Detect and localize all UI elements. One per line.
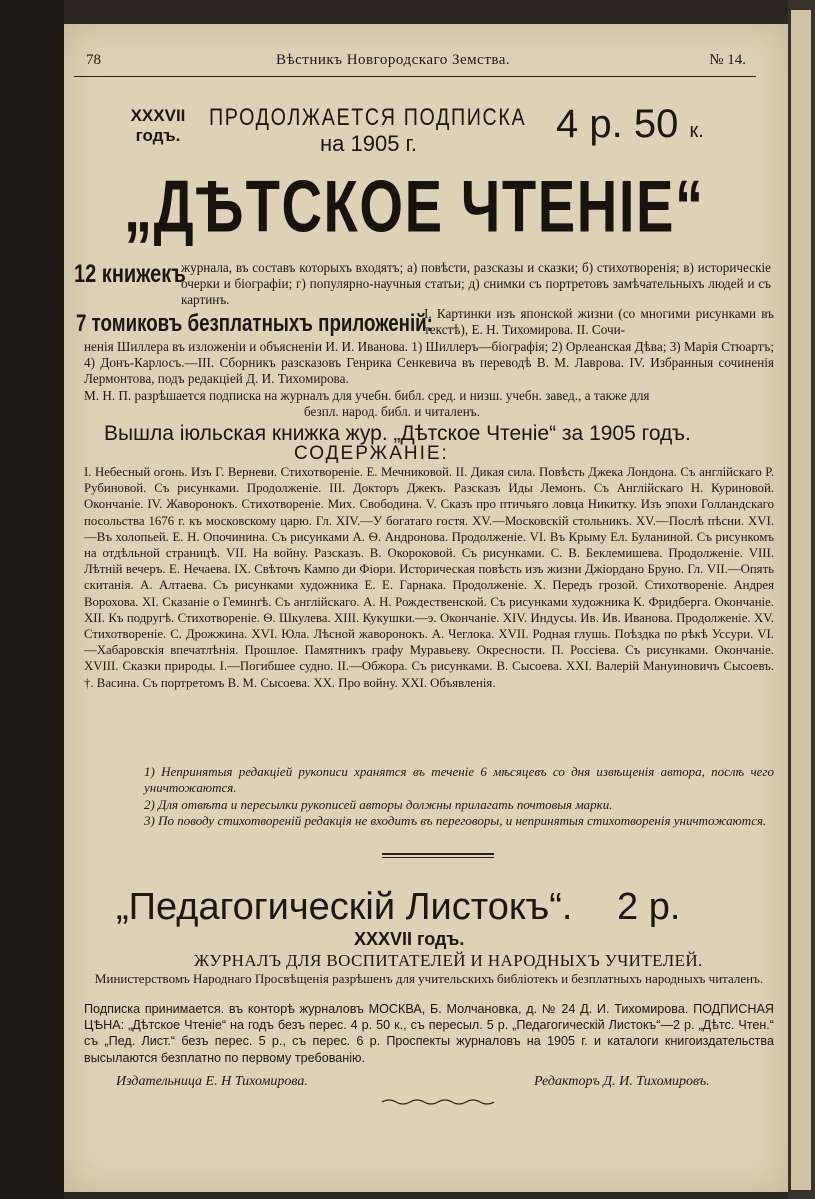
volumes-label: 7 томиковъ безплатныхъ приложеній: — [76, 310, 433, 337]
ad1-price-suffix: к. — [689, 120, 704, 142]
scan-left-margin — [0, 0, 64, 1199]
ad1-price-main: 4 р. 50 — [556, 102, 679, 146]
ad2-year: XXXVII годъ. — [354, 929, 465, 949]
scan-right-edge — [788, 0, 815, 1199]
volumes-description: I. Картинки изъ японской жизни (со многими рисунками въ текстѣ), Е. Н. Тихомирова. II. Сочи- — [424, 306, 774, 338]
ad2-subscription: Подписка принимается. въ конторѣ журналовъ МОСКВА, Б. Молчановка, д. № 24 Д. И. Тихомирова. ПОДПИСНАЯ ЦѢНА: „Дѣтское Чтеніе“ на годъ безъ перес. 4 р. 50 к., съ пересыл. 5 р. „Педагогическій Листокъ“—2 р. „Дѣтс. Чтен.“ съ „Пед. Лист.“ безъ перес. 5 р., съ перес. 6 р. Проспекты журналовъ на 1905 г. и каталоги книгоиздательства высылаются безплатно по первому требованію. — [84, 1002, 774, 1065]
next-page-edge — [791, 10, 811, 1190]
running-header — [76, 52, 776, 74]
document-page — [64, 24, 788, 1192]
publisher-signature: Издательница Е. Н Тихомирова. — [116, 1074, 308, 1089]
editor-signature: Редакторъ Д. И. Тихомировъ. — [534, 1074, 710, 1089]
volumes-continuation: ненія Шиллера въ изложеніи и объясненіи И. И. Иванова. 1) Шиллеръ—біографія; 2) Орлеанская Дѣва; 3) Марія Стюартъ; 4) Донъ-Карлосъ.—III. Сборникъ разсказовъ Генрика Сенкевича въ переводѣ В. М. Лаврова. IV. Избранныя сочиненія Лермонтова, подъ редакціей Д. И. Тихомирова. — [84, 339, 774, 387]
ad1-subscription: ПРОДОЛЖАЕТСЯ ПОДПИСКА — [209, 104, 527, 131]
books-label: 12 книжекъ — [74, 260, 186, 288]
ad1-price — [556, 102, 704, 147]
ad2-title: „Педагогическій Листокъ“. — [116, 886, 573, 928]
ad2-price: 2 р. — [617, 886, 681, 928]
ad1-title: „ДѢТСКОЕ ЧТЕНІЕ“ — [124, 166, 705, 248]
note-3: 3) По поводу стихотвореній редакція не входитъ въ переговоры, и непринятыя стихотворенія уничтожаются. — [144, 813, 767, 829]
ad1-for-year: на 1905 г. — [320, 131, 418, 156]
ornamental-wave — [382, 1098, 494, 1106]
issue-number: № 14. — [709, 52, 746, 68]
page-number: 78 — [86, 52, 101, 68]
ad2-ministry: Министерствомъ Народнаго Просвѣщенія разрѣшенъ для учительскихъ библіотекъ и безплатныхъ народныхъ читаленъ. — [94, 971, 764, 986]
contents-heading: СОДЕРЖАНІЕ: — [294, 443, 449, 464]
books-description: журнала, въ составъ которыхъ входятъ; а) повѣсти, разсказы и сказки; б) стихотворенія; в) историческіе очерки и біографіи; г) популярно-научныя статьи; д) снимки съ портретовъ замѣчательныхъ людей и съ картинъ. — [181, 260, 771, 308]
header-rule — [74, 76, 756, 77]
contents-body: I. Небесный огонь. Изъ Г. Верневи. Стихотвореніе. Е. Мечниковой. II. Дикая сила. Повѣсть Джека Лондона. Съ англійскаго Р. Рубиновой. Съ рисунками. Продолженіе. III. Докторъ Джекъ. Разсказъ Иды Лемонъ. Съ Англійскаго Н. Куриновой. Окончаніе. IV. Жаворонокъ. Стихотвореніе. Мих. Свободина. V. Сказъ про птичьяго ловца Никитку. Изъ эпохи Голландскаго посольства 1676 г. къ московскому царю. Гл. XIV.—У богатаго гостя. XV.—Московскій стольникъ. XV.—Послѣ пѣсни. XVI.—Въ холопьей. Е. Н. Опочинина. Съ рисунками А. Ѳ. Андронова. Продолженіе. VI. Въ Крыму Ел. Буланиной. Съ рисункомъ на отдѣльной страницѣ. VII. На войну. Разсказъ. В. Окороковой. Съ рисунками. С. В. Беклемишева. Продолженіе. VIII. Лѣтній вечеръ. Е. Нечаева. IX. Свѣточъ Кампо ди Фіори. Историческая повѣсть изъ жизни Джіордано Бруно. Гл. VII.—Опять скитанія. А. Алтаева. Съ рисунками художника Е. Е. Гарнака. Продолженіе. X. Передъ грозой. Стихотвореніе. Андрея Ворохова. XI. Сказаніе о Геминґѣ. Съ англійскаго. А. Н. Рождественской. Съ рисунками художника К. Фридберга. Окончаніе. XII. Къ подругѣ. Стихотвореніе. Ѳ. Шкулева. XIII. Кукушки.—э. Окончаніе. XIV. Индусы. Ив. Ив. Иванова. Продолженіе. XV. Стихотвореніе. С. Дрожжина. XVI. Юла. Лѣсной жаворонокъ. А. Чеглока. XVII. Родная глушь. Поѣздка по рѣкѣ Уссури. VI.—Хабаровскія впечатлѣнія. Прошлое. Памятникъ графу Муравьеву. Окресности. П. Россіева. Съ рисунками. Окончаніе. XVIII. Сказки природы. I.—Погибшее судно. II.—Обжора. Съ рисунками. В. Сысоева. XXI. Валерій Мануиновичъ Сысоевъ. †. Васина. Съ портретомъ В. М. Сысоева. XX. Про войну. XXI. Объявленія. — [84, 465, 774, 690]
ad1-year: XXXVII годъ. — [130, 106, 186, 145]
journal-title: Вѣстникъ Новгородскаго Земства. — [276, 52, 511, 68]
ministry-permission-cont: безпл. народ. библ. и читаленъ. — [304, 404, 480, 419]
note-1: 1) Непринятыя редакціей рукописи хранятся въ теченіе 6 мѣсяцевъ со дня извѣщенія автора, послѣ чего уничтожаются. — [144, 764, 774, 796]
note-2: 2) Для отвѣта и пересылки рукописей авторы должны прилагать почтовыя марки. — [144, 796, 613, 812]
section-separator-thin — [382, 857, 494, 858]
ministry-permission: М. Н. П. разрѣшается подписка на журналъ для учебн. библ. сред. и низш. учебн. завед., а также для — [84, 388, 650, 403]
july-issue-line: Вышла іюльская книжка жур. „Дѣтское Чтеніе“ за 1905 годъ. — [104, 422, 691, 445]
ad2-title-line — [116, 886, 680, 929]
ad2-journal-desc: ЖУРНАЛЪ ДЛЯ ВОСПИТАТЕЛЕЙ И НАРОДНЫХЪ УЧИТЕЛЕЙ. — [194, 951, 703, 970]
section-separator — [382, 853, 494, 855]
editorial-notes — [144, 764, 774, 830]
